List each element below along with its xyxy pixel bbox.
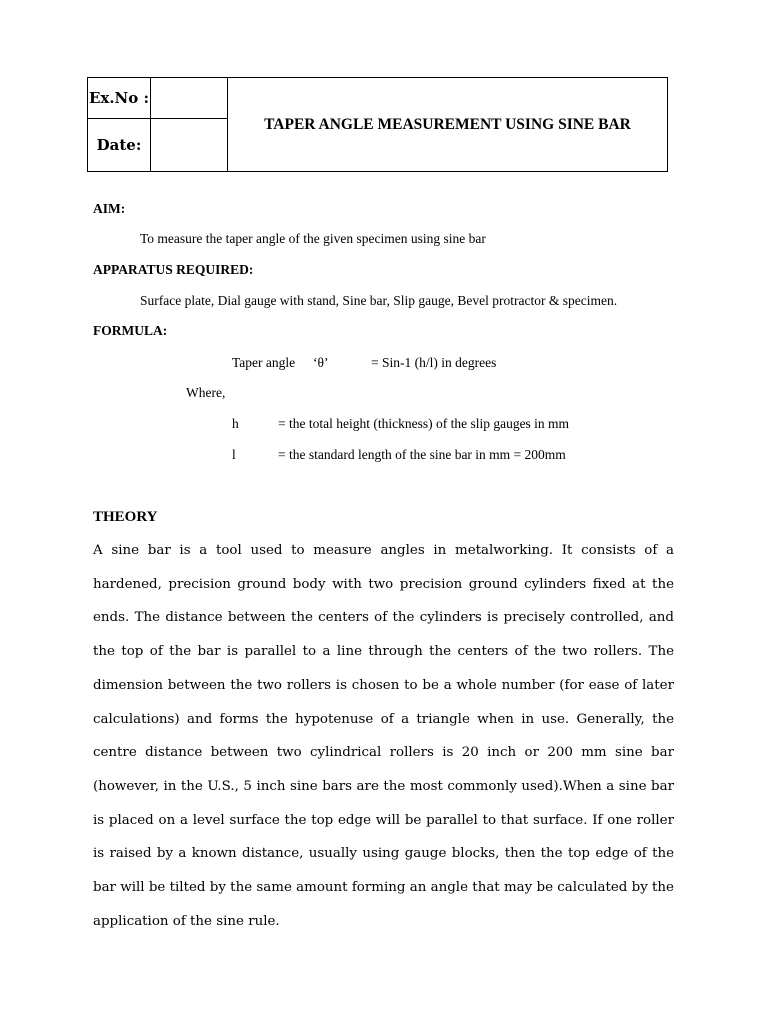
theory-heading: THEORY: [93, 509, 158, 525]
exno-value-cell: [151, 78, 228, 119]
apparatus-heading: APPARATUS REQUIRED:: [93, 262, 254, 277]
formula-label: Taper angle: [232, 355, 296, 370]
formula-var-symbol: h: [232, 416, 239, 431]
experiment-title: TAPER ANGLE MEASUREMENT USING SINE BAR: [228, 78, 668, 172]
aim-heading: AIM:: [93, 201, 126, 216]
apparatus-text: Surface plate, Dial gauge with stand, Sine bar, Slip gauge, Bevel protractor & specimen.: [140, 293, 618, 308]
formula-var-symbol: l: [232, 447, 236, 462]
formula-where: Where,: [186, 385, 226, 400]
aim-text: To measure the taper angle of the given specimen using sine bar: [140, 231, 486, 246]
formula-symbol: ‘θ’: [313, 355, 329, 370]
formula-var-description: = the total height (thickness) of the slip gauges in mm: [278, 416, 570, 431]
date-label: Date:: [88, 119, 151, 172]
formula-expression: = Sin-1 (h/l) in degrees: [371, 355, 497, 370]
formula-heading: FORMULA:: [93, 323, 168, 338]
formula-var-description: = the standard length of the sine bar in mm = 200mm: [278, 447, 566, 462]
header-table: [87, 77, 668, 172]
date-value-cell: [151, 119, 228, 172]
theory-paragraph: A sine bar is a tool used to measure angles in metalworking. It consists of a hardened, precision ground body with two precision ground cylinders fixed at the ends. The distance between the centers of the cylinders is precisely controlled, and the top of the bar is parallel to a line through the centers of the two rollers. The dimension between the two rollers is chosen to be a whole number (for ease of later calculations) and forms the hypotenuse of a triangle when in use. Generally, the centre distance between two cylindrical rollers is 20 inch or 200 mm sine bar (however, in the U.S., 5 inch sine bars are the most commonly used).When a sine bar is placed on a level surface the top edge will be parallel to that surface. If one roller is raised by a known distance, usually using gauge blocks, then the top edge of the bar will be tilted by the same amount forming an angle that may be calculated by the application of the sine rule.: [93, 543, 674, 929]
exno-label: Ex.No :: [88, 78, 151, 119]
